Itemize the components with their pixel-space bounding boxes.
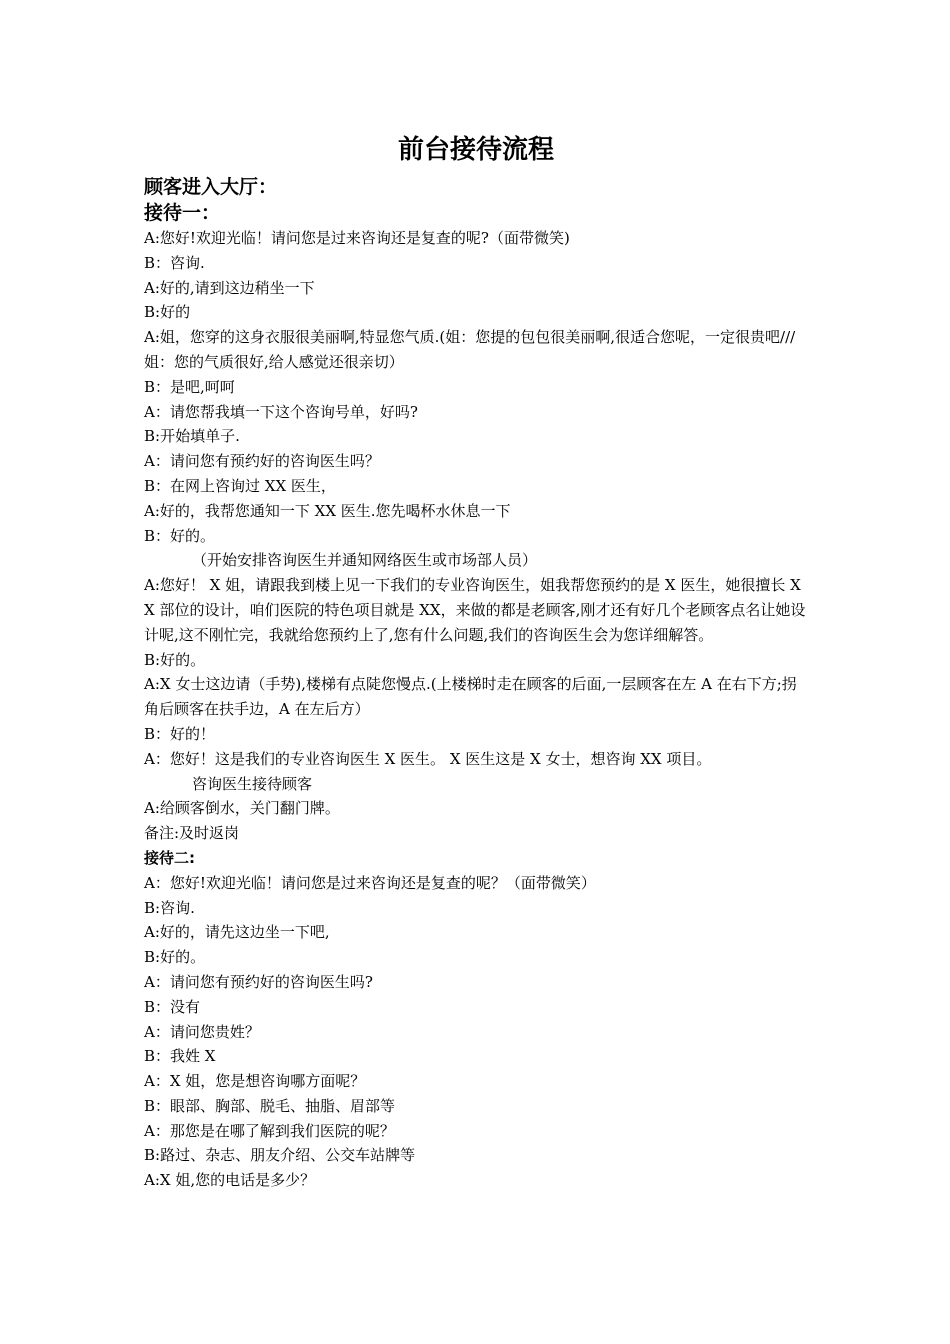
dialogue-line: B：我姓 X: [144, 1047, 216, 1066]
dialogue-line: B：是吧,呵呵: [144, 377, 235, 396]
dialogue-line: A：X 姐，您是想咨询哪方面呢？: [144, 1072, 366, 1091]
dialogue-line: A:您好！ X 姐，请跟我到楼上见一下我们的专业咨询医生，姐我帮您预约的是 X 医生，她很擅长 XX 部位的设计，咱们医院的特色项目就是 XX，来做的都是老顾客,刚才还有好几个老顾客点名让她设计呢,这不刚忙完，我就给您预约上了,您有什么问题,我们的咨询医生会为您详细解答。: [144, 576, 806, 644]
heading-lobby: 顾客进入大厅：: [144, 176, 278, 198]
reception-1-closing: [144, 796, 808, 846]
note-arrange-doctor: （开始安排咨询医生并通知网络医生或市场部人员）: [192, 551, 538, 570]
reception-1-dialogue: [144, 226, 808, 548]
dialogue-line: B:好的: [144, 303, 191, 322]
dialogue-line: A：请问您贵姓？: [144, 1022, 260, 1041]
document-page: [144, 130, 808, 1193]
dialogue-line: A:X 女士这边请（手势),楼梯有点陡您慢点.(上楼梯时走在顾客的后面,一层顾客在左 A 在右下方;拐角后顾客在扶手边，A 在左后方）: [144, 675, 797, 719]
dialogue-line: A：那您是在哪了解到我们医院的呢？: [144, 1121, 395, 1140]
document-title: 前台接待流程: [397, 135, 554, 165]
reception-2-dialogue: [144, 871, 808, 1193]
dialogue-line: A：请问您有预约好的咨询医生吗?: [144, 972, 373, 991]
dialogue-line: B:开始填单子.: [144, 427, 240, 446]
heading-reception-2: 接待二:: [144, 848, 195, 867]
note-doctor-reception: 咨询医生接待顾客: [192, 774, 313, 793]
dialogue-line: B：眼部、胸部、脱毛、抽脂、眉部等: [144, 1096, 396, 1115]
dialogue-line: A:姐，您穿的这身衣服很美丽啊,特显您气质.(姐：您提的包包很美丽啊,很适合您呢，一定很贵吧///姐：您的气质很好,给人感觉还很亲切）: [144, 328, 796, 371]
dialogue-line: A:好的，请先这边坐一下吧,: [144, 923, 330, 942]
heading-reception-1: 接待一：: [144, 202, 221, 224]
dialogue-line: A:好的,请到这边稍坐一下: [144, 278, 315, 297]
dialogue-line: B：好的。: [144, 526, 216, 545]
remark-line: 备注:及时返岗: [144, 824, 240, 843]
dialogue-line: A：您好!欢迎光临！请问您是过来咨询还是复查的呢？（面带微笑）: [144, 873, 596, 892]
dialogue-line: B：好的！: [144, 724, 216, 743]
dialogue-line: B：在网上咨询过 XX 医生，: [144, 476, 336, 495]
dialogue-line: A:给顾客倒水，关门翻门牌。: [144, 799, 340, 818]
dialogue-line: A:好的，我帮您通知一下 XX 医生.您先喝杯水休息一下: [144, 501, 511, 520]
dialogue-line: B:咨询.: [144, 898, 195, 917]
dialogue-line: A:您好!欢迎光临！请问您是过来咨询还是复查的呢?（面带微笑): [144, 229, 570, 247]
dialogue-line: A：请您帮我填一下这个咨询号单，好吗?: [144, 402, 418, 421]
dialogue-line: B:路过、杂志、朋友介绍、公交车站牌等: [144, 1146, 416, 1165]
dialogue-line: A:X 姐,您的电话是多少？: [144, 1171, 316, 1190]
dialogue-line: B：没有: [144, 997, 201, 1016]
dialogue-line: B:好的。: [144, 948, 206, 967]
dialogue-line: B:好的。: [144, 650, 206, 669]
dialogue-line: A：您好！这是我们的专业咨询医生 X 医生。 X 医生这是 X 女士，想咨询 XX 项目。: [144, 749, 712, 768]
reception-1-dialogue-continued: [144, 573, 808, 771]
dialogue-line: B：咨询.: [144, 253, 205, 272]
dialogue-line: A：请问您有预约好的咨询医生吗？: [144, 452, 380, 471]
